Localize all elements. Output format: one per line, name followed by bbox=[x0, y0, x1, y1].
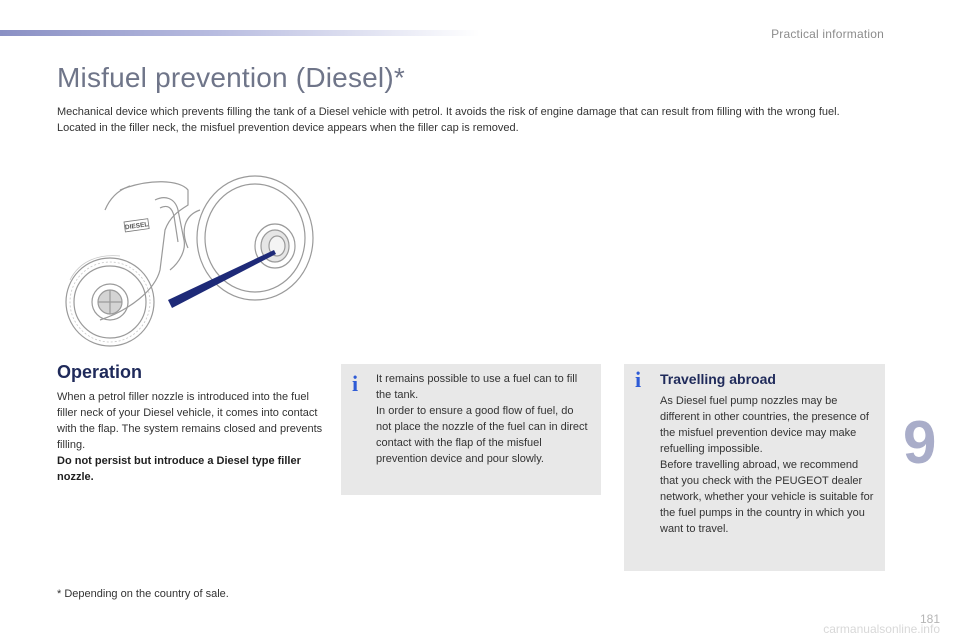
info-paragraph: In order to ensure a good flow of fuel, do not place the nozzle of the fuel can in direct contact with the flap of the misfuel prevention device and pour slowly. bbox=[376, 405, 588, 465]
info-icon: i bbox=[352, 371, 359, 396]
fuel-filler-illustration bbox=[60, 170, 320, 350]
operation-heading: Operation bbox=[57, 362, 143, 382]
info-box-travelling-abroad bbox=[624, 364, 885, 571]
operation-text bbox=[57, 389, 325, 485]
intro-text bbox=[57, 104, 867, 136]
intro-paragraph: Mechanical device which prevents filling the tank of a Diesel vehicle with petrol. It avoids the risk of engine damage that can result from filling with the wrong fuel. bbox=[57, 106, 840, 118]
header-accent-bar bbox=[0, 30, 480, 36]
info-box-text bbox=[660, 393, 878, 537]
info-icon: i bbox=[635, 367, 642, 392]
info-box-text bbox=[376, 371, 590, 467]
operation-paragraph: When a petrol filler nozzle is introduced into the fuel filler neck of your Diesel vehicle, it comes into contact with the flap. The system remains closed and prevents filling. bbox=[57, 391, 323, 451]
chapter-number: 9 bbox=[903, 409, 937, 476]
page-title: Misfuel prevention (Diesel)* bbox=[57, 62, 405, 93]
info-paragraph: It remains possible to use a fuel can to fill the tank. bbox=[376, 373, 578, 401]
travelling-abroad-heading: Travelling abroad bbox=[660, 371, 776, 387]
page-number: 181 bbox=[919, 612, 940, 626]
watermark: carmanualsonline.info bbox=[823, 622, 940, 636]
operation-warning: Do not persist but introduce a Diesel type filler nozzle. bbox=[57, 455, 301, 483]
section-label: Practical information bbox=[771, 27, 884, 41]
intro-paragraph: Located in the filler neck, the misfuel prevention device appears when the filler cap is removed. bbox=[57, 122, 519, 134]
info-paragraph: Before travelling abroad, we recommend that you check with the PEUGEOT dealer network, whether your vehicle is suitable for the fuel pumps in the country in which you want to travel. bbox=[660, 459, 874, 535]
info-box-fuel-can bbox=[341, 364, 601, 495]
diesel-badge-label: DIESEL bbox=[124, 221, 149, 232]
info-paragraph: As Diesel fuel pump nozzles may be different in other countries, the presence of the misfuel prevention device may make refuelling impossible. bbox=[660, 395, 869, 455]
footnote: * Depending on the country of sale. bbox=[57, 588, 229, 600]
